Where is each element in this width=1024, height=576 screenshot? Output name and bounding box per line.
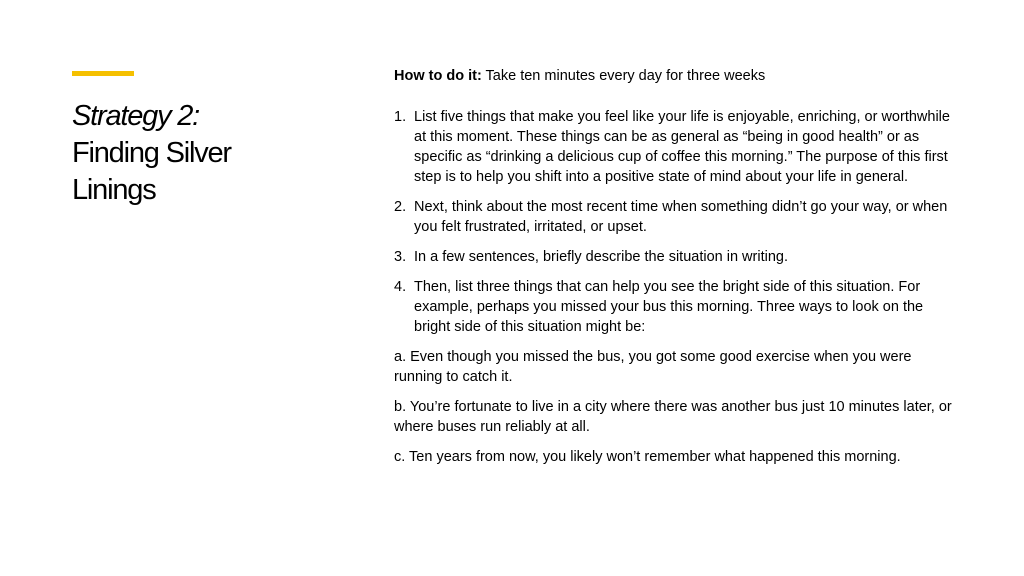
step-number: 2. bbox=[394, 199, 407, 215]
title-line-3: Linings bbox=[72, 174, 156, 206]
step-item bbox=[394, 197, 954, 237]
step-item bbox=[394, 247, 954, 267]
step-text: Next, think about the most recent time when something didn’t go your way, or when you felt frustrated, irritated, or upset. bbox=[414, 199, 948, 235]
step-number: 3. bbox=[394, 249, 407, 265]
title-accent-bar bbox=[72, 71, 134, 76]
slide-title bbox=[72, 98, 362, 209]
title-line-2: Finding Silver bbox=[72, 137, 231, 169]
intro-text: Take ten minutes every day for three weeks bbox=[481, 68, 766, 84]
step-text: List five things that make you feel like your life is enjoyable, enriching, or worthwhile at this moment. These things can be as general as “being in good health” or as specific as “drinking a delicious cup of coffee this morning.” The purpose of this first step is to help you shift into a positive state of mind about your life in general. bbox=[414, 109, 950, 185]
steps-list bbox=[394, 107, 954, 337]
intro-label: How to do it: bbox=[394, 68, 482, 84]
step-number: 1. bbox=[394, 109, 407, 125]
step-item bbox=[394, 107, 954, 187]
step-text: Then, list three things that can help you see the bright side of this situation. For example, perhaps you missed your bus this morning. Three ways to look on the bright side of this situation might be: bbox=[414, 279, 924, 335]
sub-item-c: c. Ten years from now, you likely won’t remember what happened this morning. bbox=[394, 449, 901, 465]
sub-item-b: b. You’re fortunate to live in a city where there was another bus just 10 minutes later, or where buses run reliably at all. bbox=[394, 399, 952, 435]
title-line-1: Strategy 2: bbox=[72, 100, 200, 132]
sub-item-a: a. Even though you missed the bus, you got some good exercise when you were running to catch it. bbox=[394, 349, 912, 385]
intro-line bbox=[394, 66, 954, 86]
step-text: In a few sentences, briefly describe the situation in writing. bbox=[414, 249, 788, 265]
slide-content bbox=[394, 66, 954, 477]
step-number: 4. bbox=[394, 279, 407, 295]
step-item bbox=[394, 277, 954, 337]
